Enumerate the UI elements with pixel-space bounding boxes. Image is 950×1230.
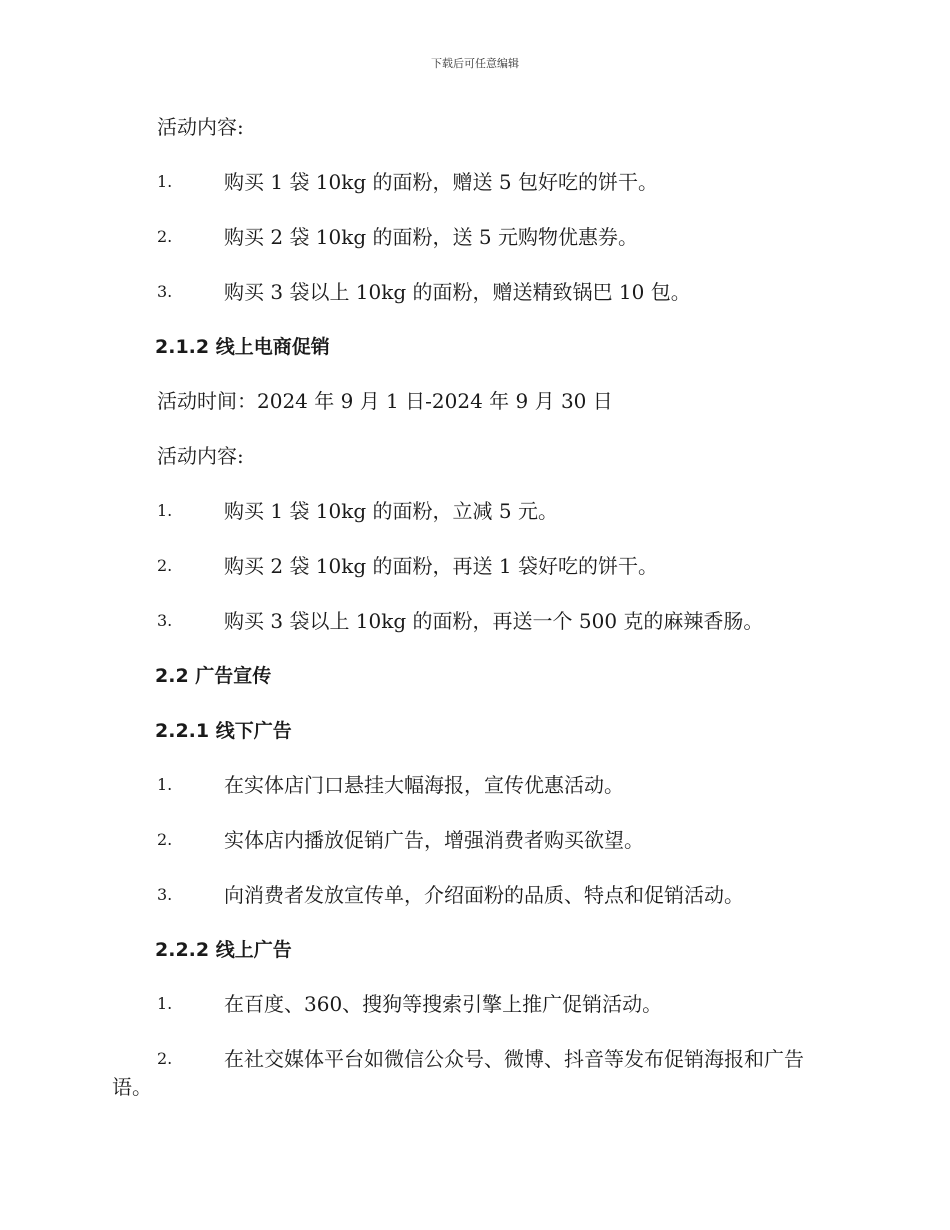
list-item-text: 在实体店门口悬挂大幅海报，宣传优惠活动。 (224, 773, 624, 797)
list-item-number: 2. (157, 556, 173, 575)
list-item-text: 实体店内播放促销广告，增强消费者购买欲望。 (224, 828, 644, 852)
activity-content-label: 活动内容: (157, 444, 244, 468)
list-item-number: 1. (157, 501, 173, 520)
section-heading-2-2-1: 2.2.1 线下广告 (155, 720, 292, 742)
list-item-text: 向消费者发放宣传单，介绍面粉的品质、特点和促销活动。 (224, 883, 744, 907)
list-item-text-wrapped: 在社交媒体平台如微信公众号、微博、抖音等发布促销海报和广告语。 (112, 1047, 804, 1099)
list-item-text: 购买 1 袋 10kg 的面粉，立减 5 元。 (224, 499, 558, 523)
section-heading-2-2: 2.2 广告宣传 (155, 665, 272, 687)
list-item-number: 2. (157, 1049, 173, 1068)
list-item-text: 购买 3 袋以上 10kg 的面粉，再送一个 500 克的麻辣香肠。 (224, 609, 764, 633)
list-item-number: 3. (157, 885, 173, 904)
list-item-number: 3. (157, 611, 173, 630)
list-item-number: 1. (157, 172, 173, 191)
list-item-text: 购买 2 袋 10kg 的面粉，再送 1 袋好吃的饼干。 (224, 554, 658, 578)
list-item-number: 1. (157, 775, 173, 794)
page-header: 下载后可任意编辑 (431, 57, 519, 70)
list-item-text: 购买 3 袋以上 10kg 的面粉，赠送精致锅巴 10 包。 (224, 280, 691, 304)
list-item-number: 3. (157, 282, 173, 301)
list-item-text: 在百度、360、搜狗等搜索引擎上推广促销活动。 (224, 992, 663, 1016)
activity-time: 活动时间：2024 年 9 月 1 日-2024 年 9 月 30 日 (157, 389, 613, 413)
list-item-number: 1. (157, 994, 173, 1013)
list-item-number: 2. (157, 830, 173, 849)
list-item-number: 2. (157, 227, 173, 246)
activity-content-label: 活动内容: (157, 115, 244, 139)
section-heading-2-2-2: 2.2.2 线上广告 (155, 939, 292, 961)
list-item-text: 购买 2 袋 10kg 的面粉，送 5 元购物优惠券。 (224, 225, 638, 249)
section-heading-2-1-2: 2.1.2 线上电商促销 (155, 336, 330, 358)
list-item-text: 购买 1 袋 10kg 的面粉，赠送 5 包好吃的饼干。 (224, 170, 658, 194)
